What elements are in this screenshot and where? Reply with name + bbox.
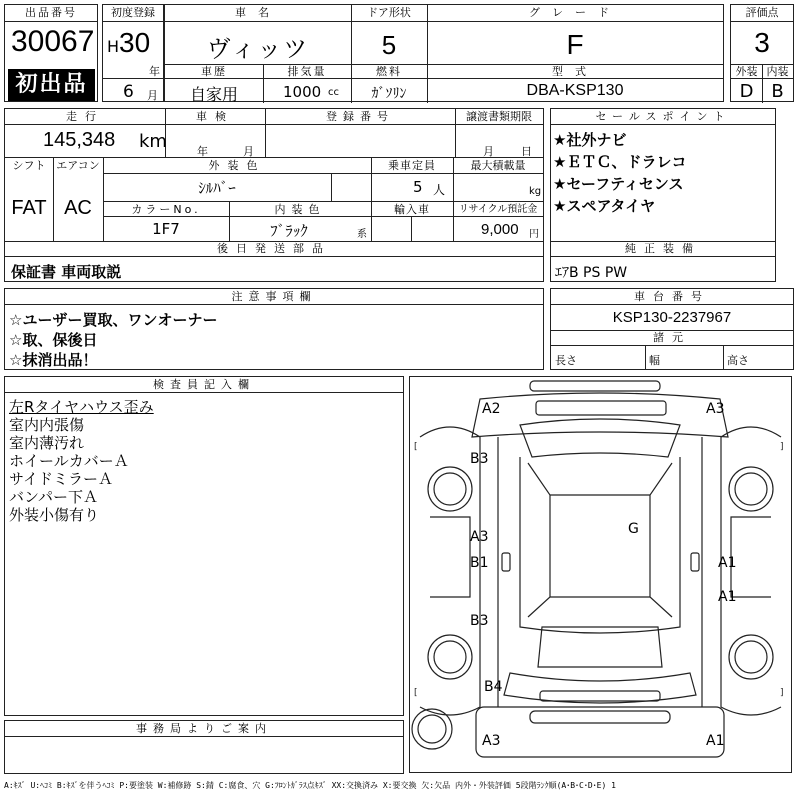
mileage-label: 走行 bbox=[66, 110, 104, 123]
registration-year: 30 bbox=[119, 27, 151, 58]
note-item: ☆取、保後日 bbox=[9, 331, 98, 349]
first-registration-box bbox=[102, 4, 164, 102]
damage-mark: A1 bbox=[706, 733, 725, 749]
grade-value: F bbox=[566, 29, 584, 60]
interior-grade: B bbox=[771, 81, 784, 102]
month-unit: 月 bbox=[147, 89, 158, 102]
chassis-box bbox=[550, 288, 794, 370]
inspector-item: 室内薄汚れ bbox=[9, 434, 85, 452]
mileage-value: 145,348 bbox=[43, 129, 116, 151]
inspector-item: ホイールカバーＡ bbox=[9, 452, 129, 470]
exterior-grade: D bbox=[739, 81, 754, 102]
inspector-item: サイドミラーＡ bbox=[9, 470, 113, 488]
color-no-label: カラーNo. bbox=[131, 203, 201, 216]
fuel-value: ｶﾞｿﾘﾝ bbox=[371, 86, 407, 102]
legend-text: A:ｷｽﾞ U:ﾍｺﾐ B:ｷｽﾞを伴うﾍｺﾐ P:要塗装 W:補修跡 S:錆 C:腐食、穴 G:ﾌﾛﾝﾄｶﾞﾗｽ点ｷｽﾞ XX:交換済み X:要交換 欠:欠品 内外・外装評価 5段階ﾗﾝｸ順(A･B･C･D･E) 1 bbox=[4, 781, 616, 790]
capacity-value: 5 bbox=[413, 178, 423, 196]
doors-value: 5 bbox=[381, 30, 397, 60]
car-name-label: 車名 bbox=[235, 6, 281, 19]
model-value: DBA-KSP130 bbox=[526, 82, 624, 99]
svg-text:[: [ bbox=[414, 442, 418, 452]
reg-number-label: 登録番号 bbox=[326, 110, 394, 123]
sales-point-item: ★セーフティセンス bbox=[553, 175, 684, 193]
shift-label: シフト bbox=[12, 159, 46, 172]
lot-number: 30067 bbox=[11, 25, 95, 58]
fuel-label: 燃料 bbox=[376, 65, 402, 78]
damage-mark: A3 bbox=[706, 401, 725, 417]
damage-diagram bbox=[409, 376, 792, 773]
lot-box bbox=[4, 4, 98, 102]
later-parts-value: 保証書 車両取説 bbox=[11, 263, 122, 281]
inspector-item: バンパー下Ａ bbox=[9, 488, 98, 506]
mileage-unit: km bbox=[139, 131, 167, 152]
details-box bbox=[4, 108, 544, 282]
inspection-month-unit: 月 bbox=[243, 145, 254, 158]
capacity-unit: 人 bbox=[433, 183, 446, 197]
transfer-month-unit: 月 bbox=[483, 145, 494, 158]
import-label: 輸入車 bbox=[394, 203, 430, 216]
dims-label: 諸元 bbox=[653, 331, 691, 344]
equipment-value: ｴｱB PS PW bbox=[555, 265, 628, 281]
inspection-year-unit: 年 bbox=[197, 145, 208, 158]
recycle-value: 9,000 bbox=[481, 221, 519, 238]
max-load-unit: kg bbox=[529, 186, 542, 197]
model-label: 型式 bbox=[552, 65, 598, 78]
chassis-number: KSP130-2237967 bbox=[612, 309, 732, 326]
era-prefix: H bbox=[107, 37, 120, 56]
equipment-label: 純正装備 bbox=[625, 242, 701, 255]
damage-mark: A3 bbox=[470, 529, 489, 545]
capacity-label: 乗車定員 bbox=[388, 159, 436, 172]
note-item: ☆抹消出品！ bbox=[9, 351, 98, 369]
sales-point-item: ★ＥＴＣ、ドラレコ bbox=[553, 153, 687, 171]
sales-point-item: ★社外ナビ bbox=[553, 131, 627, 149]
exterior-color-label: 外装色 bbox=[208, 159, 266, 172]
score-box bbox=[730, 4, 794, 102]
first-registration-label: 初度登録 bbox=[111, 6, 155, 19]
height-label: 高さ bbox=[727, 354, 749, 367]
damage-mark: B3 bbox=[470, 613, 489, 629]
transfer-day-unit: 日 bbox=[521, 145, 532, 158]
note-item: ☆ユーザー買取、ワンオーナー bbox=[9, 311, 218, 329]
sales-points-label: セールスポイント bbox=[595, 110, 731, 123]
damage-mark: A3 bbox=[482, 733, 501, 749]
inspector-item: 左Rタイヤハウス歪み bbox=[9, 398, 154, 416]
damage-mark: G bbox=[628, 521, 639, 537]
damage-mark: A1 bbox=[718, 589, 737, 605]
inspection-label: 車検 bbox=[196, 110, 234, 123]
exterior-grade-label: 外装 bbox=[735, 65, 758, 78]
first-listing-badge: 初出品 bbox=[8, 69, 95, 101]
inspector-item: 室内内張傷 bbox=[9, 416, 85, 434]
length-label: 長さ bbox=[555, 354, 577, 367]
history-value: 自家用 bbox=[189, 85, 238, 104]
damage-mark: A2 bbox=[482, 401, 501, 417]
office-box bbox=[4, 720, 404, 774]
damage-mark: A1 bbox=[718, 555, 737, 571]
damage-mark: B3 bbox=[470, 451, 489, 467]
later-parts-label: 後日発送部品 bbox=[217, 242, 331, 255]
displacement-unit: cc bbox=[328, 87, 339, 98]
interior-color-suffix: 系 bbox=[357, 229, 367, 240]
car-info-box bbox=[164, 4, 724, 102]
damage-mark: B1 bbox=[470, 555, 489, 571]
color-no-value: 1F7 bbox=[152, 220, 180, 238]
doors-label: ドア形状 bbox=[367, 6, 411, 19]
displacement-value: 1000 bbox=[283, 83, 322, 101]
inspector-box bbox=[4, 376, 404, 716]
inspector-item: 外装小傷有り bbox=[9, 506, 100, 524]
recycle-unit: 円 bbox=[529, 229, 539, 240]
grade-label: グレード bbox=[529, 6, 621, 19]
sales-points-box bbox=[550, 108, 776, 282]
notes-label: 注意事項欄 bbox=[231, 290, 317, 303]
displacement-label: 排気量 bbox=[287, 65, 327, 78]
registration-month: 6 bbox=[123, 82, 134, 102]
exterior-color-value: ｼﾙﾊﾞｰ bbox=[198, 179, 236, 197]
year-unit: 年 bbox=[149, 65, 160, 78]
car-outline-drawing bbox=[410, 377, 791, 772]
transfer-deadline-label: 譲渡書類期限 bbox=[466, 110, 532, 123]
car-name: ヴィッツ bbox=[206, 35, 310, 63]
damage-mark: B4 bbox=[484, 679, 503, 695]
svg-text:[: [ bbox=[414, 688, 418, 698]
interior-color-value: ﾌﾞﾗｯｸ bbox=[270, 222, 308, 240]
inspector-label: 検査員記入欄 bbox=[153, 378, 255, 391]
svg-text:]: ] bbox=[780, 442, 784, 452]
svg-text:]: ] bbox=[780, 688, 784, 698]
lot-label: 出品番号 bbox=[25, 6, 77, 19]
score-label: 評価点 bbox=[745, 6, 779, 19]
score-value: 3 bbox=[754, 27, 770, 58]
history-label: 車歴 bbox=[201, 65, 227, 78]
sales-point-item: ★スペアタイヤ bbox=[553, 197, 656, 215]
width-label: 幅 bbox=[649, 354, 660, 367]
recycle-label: リサイクル預託金 bbox=[458, 204, 538, 215]
max-load-label: 最大積載量 bbox=[470, 159, 526, 172]
ac-value: AC bbox=[64, 197, 92, 219]
notes-box bbox=[4, 288, 544, 370]
interior-color-label: 内装色 bbox=[274, 203, 326, 216]
office-label: 事務局よりご案内 bbox=[136, 722, 272, 735]
interior-grade-label: 内装 bbox=[766, 65, 789, 78]
ac-label: エアコン bbox=[56, 159, 100, 172]
shift-value: FAT bbox=[11, 197, 47, 219]
chassis-label: 車台番号 bbox=[634, 290, 710, 303]
